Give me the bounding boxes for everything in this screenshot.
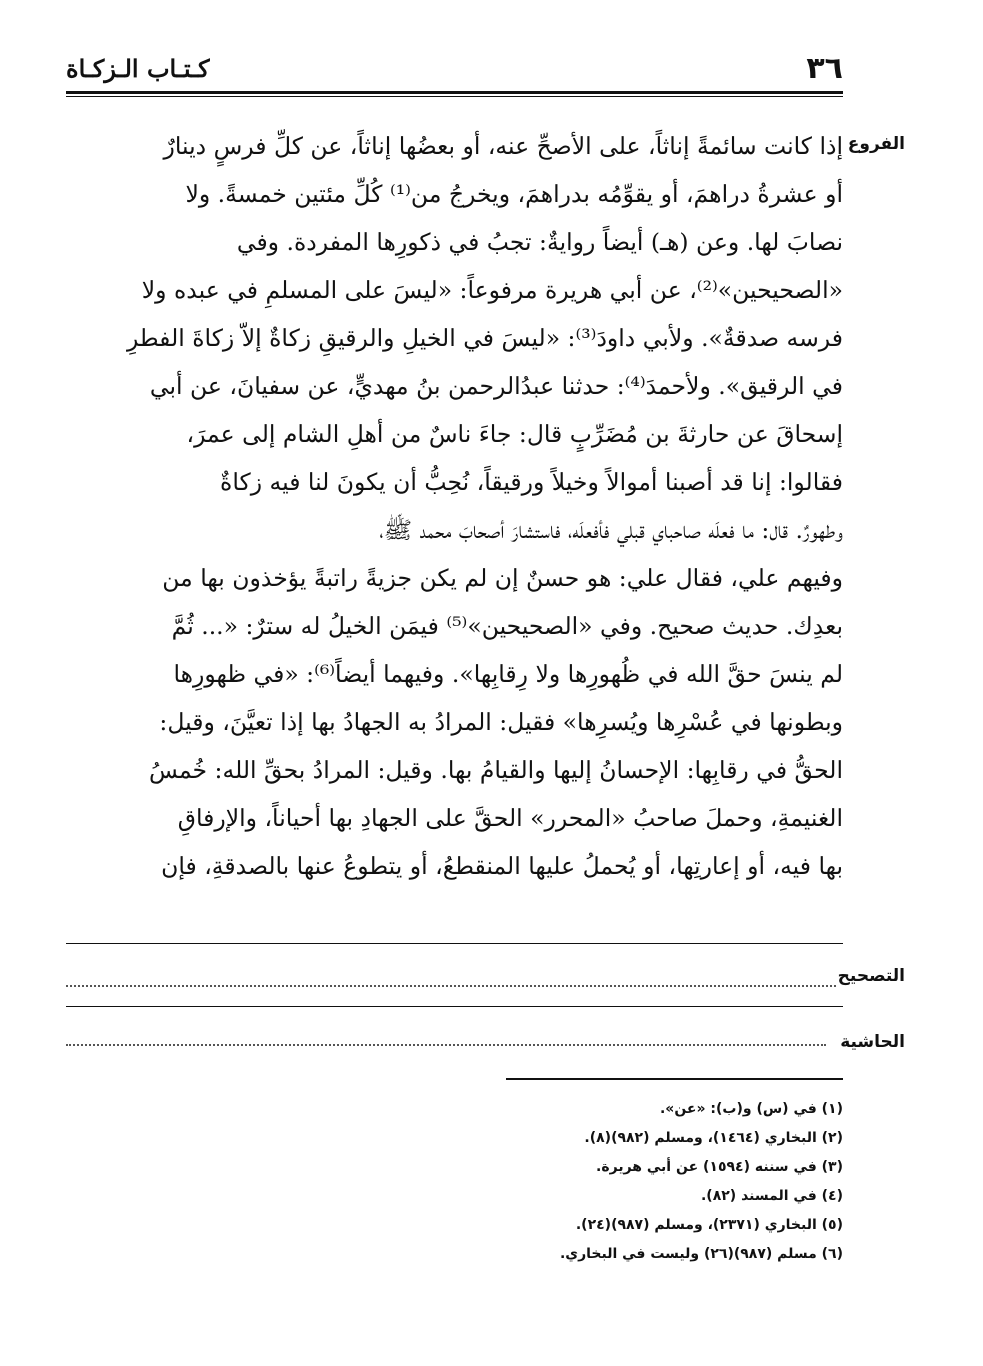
text-line: نصابَ لها. وعن (هـ) أيضاً روايةٌ: تجبُ في ذكورِها المفردة. وفي (236, 228, 843, 256)
text-line: وفيهم علي، فقال علي: هو حسنٌ إن لم يكن جزيةً راتبةً يؤخذون بها من (162, 564, 843, 592)
correction-dotted-line (66, 985, 836, 987)
text-line: وبطونها في عُسْرِها ويُسرِها» فقيل: المرادُ به الجهادُ بها إذا تعيَّنَ، وقيل: (159, 708, 843, 736)
footnote-item: (١) في (س) و(ب): «عن». (659, 1101, 843, 1117)
text-line: أو عشرةُ دراهمَ، أو يقوِّمُه بدراهمَ، ويخرجُ من⁽¹⁾ كُلِّ مئتين خمسةً. ولا (185, 180, 843, 208)
footnote-separator (506, 1078, 843, 1080)
text-line: فقالوا: إنا قد أصبنا أموالاً وخيلاً ورقيقاً، نُحِبُّ أن يكونَ لنا فيه زكاةٌ (220, 468, 843, 496)
footnote-item: (٥) البخاري (٢٣٧١)، ومسلم (٩٨٧)(٢٤). (575, 1217, 843, 1233)
running-title: كـتـاب الـزكـاة (66, 54, 210, 83)
text-line: بها فيه، أو إعارتِها، أو يُحملُ عليها المنقطعُ، أو يتطوعُ عنها بالصدقةِ، فإن (161, 852, 843, 880)
text-line: بعدِك. حديث صحيح. وفي «الصحيحين»⁽⁵⁾ فيمَن الخيلُ له سترٌ: «... ثُمَّ (171, 612, 843, 640)
text-line: لم ينسَ حقَّ الله في ظُهورِها ولا رِقابِها». وفيهما أيضاً⁽⁶⁾: «في ظهورِها (173, 660, 843, 688)
annotation-dotted-line (66, 1044, 826, 1046)
text-line: إسحاقَ عن حارثةَ بن مُضَرِّبٍ قال: جاءَ ناسٌ من أهلِ الشام إلى عمرَ، (186, 420, 843, 448)
text-line: إذا كانت سائمةً إناثاً، على الأصحِّ عنه، أو بعضُها إناثاً، عن كلِّ فرسٍ دينارٌ (163, 132, 843, 160)
footnote-item: (٢) البخاري (١٤٦٤)، ومسلم (٩٨٢)(٨). (584, 1130, 843, 1146)
correction-label: التصحيح (837, 966, 905, 986)
text-line: «الصحيحين»⁽²⁾، عن أبي هريرة مرفوعاً: «ليسَ على المسلمِ في عبده ولا (141, 276, 843, 304)
page-number: ٣٦ (806, 51, 843, 86)
section-divider-middle (66, 1006, 843, 1007)
text-line: فرسه صدقةٌ». ولأبي داودَ⁽³⁾: «ليسَ في الخيلِ والرقيقِ زكاةٌ إلاّ زكاةَ الفطرِ (126, 324, 843, 352)
text-line: الحقُّ في رقابِها: الإحسانُ إليها والقيامُ بها. وقيل: المرادُ بحقِّ الله: خُمسُ (149, 756, 843, 784)
text-line: في الرقيق». ولأحمدَ⁽⁴⁾: حدثنا عبدُالرحمن بنُ مهديٍّ، عن سفيانَ، عن أبي (149, 372, 843, 400)
footnote-item: (٣) في سننه (١٥٩٤) عن أبي هريرة. (596, 1159, 843, 1175)
text-line: وطهورٌ. قال: ما فعلَه صاحباي قبلي فأفعلَه، فاستشارَ أصحابَ محمد ﷺ، (379, 516, 843, 544)
section-divider-top (66, 943, 843, 944)
footnote-item: (٤) في المسند (٨٢). (700, 1188, 843, 1204)
text-line: الغنيمةِ، وحملَ صاحبُ «المحرر» الحقَّ على الجهادِ بها أحياناً، والإرفاقِ (177, 804, 843, 832)
header-rule (66, 91, 843, 94)
footnote-item: (٦) مسلم (٩٨٧)(٢٦) وليست في البخاري. (559, 1246, 843, 1262)
margin-label-furu: الفروع (847, 134, 905, 154)
main-text-block (66, 122, 843, 890)
header-rule-thin (66, 96, 843, 97)
page-header (66, 52, 843, 88)
footnotes (143, 1095, 843, 1269)
annotation-label: الحاشية (840, 1032, 905, 1052)
